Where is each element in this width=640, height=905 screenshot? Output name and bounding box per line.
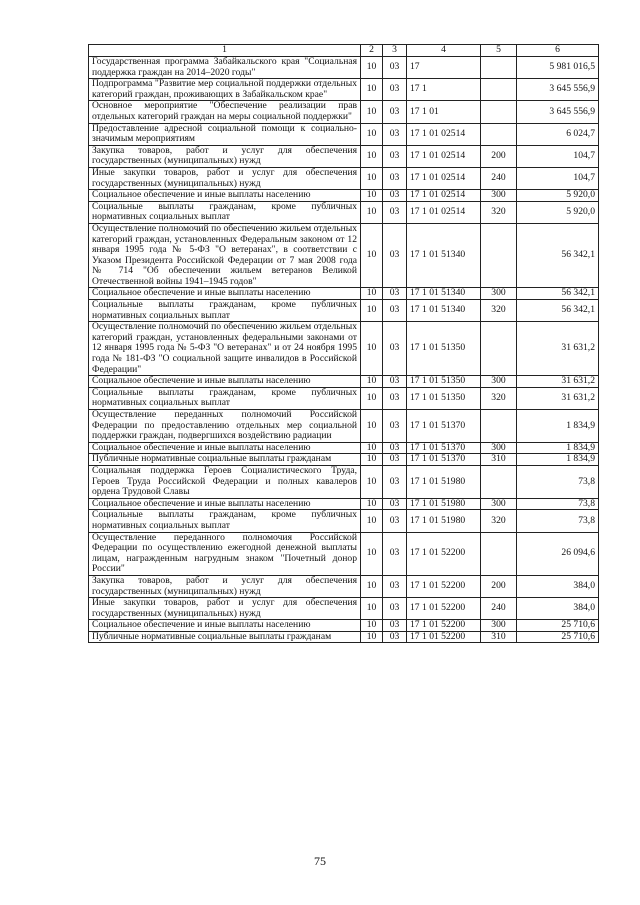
cell-description: Предоставление адресной социальной помощи к социально-значимым мероприятиям [89,123,361,145]
cell-target-article: 17 1 01 02514 [407,167,481,189]
table-row [89,620,599,632]
cell-amount: 31 631,2 [517,322,599,376]
cell-subsection: 03 [383,442,407,454]
cell-amount: 1 834,9 [517,410,599,443]
cell-subsection: 03 [383,575,407,597]
cell-description: Социальное обеспечение и иные выплаты населению [89,442,361,454]
table-row [89,190,599,202]
table-row [89,145,599,167]
cell-description: Социальное обеспечение и иные выплаты населению [89,376,361,388]
table-row [89,532,599,575]
cell-description: Публичные нормативные социальные выплаты гражданам [89,454,361,466]
header-cell-expense-type: 5 [481,45,517,57]
cell-description: Государственная программа Забайкальского края "Социальная поддержка граждан на 2014–2020 годы" [89,57,361,79]
table-row [89,598,599,620]
cell-amount: 1 834,9 [517,442,599,454]
table-row [89,376,599,388]
cell-expense-type [481,79,517,101]
header-cell-subsection: 3 [383,45,407,57]
cell-section: 10 [361,288,383,300]
cell-expense-type: 310 [481,631,517,643]
cell-amount: 3 645 556,9 [517,101,599,123]
cell-target-article: 17 1 01 51350 [407,322,481,376]
cell-target-article: 17 1 01 51340 [407,288,481,300]
table-row [89,498,599,510]
cell-expense-type: 300 [481,442,517,454]
cell-expense-type [481,57,517,79]
cell-expense-type: 300 [481,620,517,632]
cell-expense-type: 310 [481,454,517,466]
table-row [89,454,599,466]
cell-section: 10 [361,79,383,101]
cell-target-article: 17 1 01 51370 [407,442,481,454]
cell-target-article: 17 1 01 51370 [407,454,481,466]
cell-target-article: 17 1 01 52200 [407,620,481,632]
table-row [89,442,599,454]
cell-description: Социальная поддержка Героев Социалистического Труда, Героев Труда Российской Федерации и полных кавалеров ордена Трудовой Славы [89,465,361,498]
cell-expense-type: 320 [481,300,517,322]
cell-subsection: 03 [383,79,407,101]
cell-section: 10 [361,190,383,202]
cell-description: Социальное обеспечение и иные выплаты населению [89,190,361,202]
table-row [89,631,599,643]
cell-amount: 31 631,2 [517,376,599,388]
cell-target-article: 17 1 01 51980 [407,465,481,498]
cell-section: 10 [361,442,383,454]
table-row [89,288,599,300]
cell-amount: 3 645 556,9 [517,79,599,101]
cell-description: Социальное обеспечение и иные выплаты населению [89,288,361,300]
cell-amount: 1 834,9 [517,454,599,466]
cell-amount: 73,8 [517,510,599,532]
table-row [89,410,599,443]
cell-description: Осуществление переданного полномочия Российской Федерации по осуществлению ежегодной денежной выплаты лицам, награжденным нагрудным знаком "Почетный донор России" [89,532,361,575]
cell-amount: 73,8 [517,498,599,510]
cell-section: 10 [361,387,383,409]
cell-section: 10 [361,376,383,388]
cell-subsection: 03 [383,123,407,145]
cell-amount: 26 094,6 [517,532,599,575]
cell-expense-type [481,223,517,288]
cell-amount: 5 920,0 [517,190,599,202]
cell-amount: 104,7 [517,145,599,167]
header-cell-description: 1 [89,45,361,57]
table-row [89,167,599,189]
cell-description: Подпрограмма "Развитие мер социальной поддержки отдельных категорий граждан, проживающих в Забайкальском крае" [89,79,361,101]
cell-amount: 6 024,7 [517,123,599,145]
cell-section: 10 [361,410,383,443]
cell-amount: 31 631,2 [517,387,599,409]
cell-description: Социальное обеспечение и иные выплаты населению [89,620,361,632]
cell-subsection: 03 [383,190,407,202]
cell-expense-type: 320 [481,510,517,532]
cell-subsection: 03 [383,510,407,532]
cell-expense-type: 300 [481,288,517,300]
table-row [89,387,599,409]
header-cell-section: 2 [361,45,383,57]
cell-target-article: 17 1 01 52200 [407,631,481,643]
header-cell-target-article: 4 [407,45,481,57]
cell-subsection: 03 [383,620,407,632]
cell-expense-type [481,123,517,145]
page-number: 75 [314,854,326,868]
cell-expense-type [481,410,517,443]
table-row [89,101,599,123]
table-row [89,79,599,101]
cell-description: Осуществление переданных полномочий Российской Федерации по предоставлению отдельных мер социальной поддержки граждан, подвергшихся воздействию радиации [89,410,361,443]
cell-subsection: 03 [383,57,407,79]
cell-expense-type: 240 [481,167,517,189]
cell-target-article: 17 1 01 52200 [407,575,481,597]
cell-subsection: 03 [383,145,407,167]
cell-description: Социальные выплаты гражданам, кроме публичных нормативных социальных выплат [89,300,361,322]
cell-subsection: 03 [383,322,407,376]
cell-target-article: 17 1 01 51350 [407,376,481,388]
cell-description: Закупка товаров, работ и услуг для обеспечения государственных (муниципальных) нужд [89,575,361,597]
cell-section: 10 [361,532,383,575]
cell-target-article: 17 1 01 02514 [407,201,481,223]
cell-subsection: 03 [383,167,407,189]
cell-expense-type: 200 [481,575,517,597]
cell-section: 10 [361,201,383,223]
table-row [89,57,599,79]
table-row [89,575,599,597]
cell-expense-type: 240 [481,598,517,620]
cell-expense-type [481,101,517,123]
cell-amount: 73,8 [517,465,599,498]
cell-description: Иные закупки товаров, работ и услуг для обеспечения государственных (муниципальных) нужд [89,167,361,189]
cell-amount: 5 981 016,5 [517,57,599,79]
cell-target-article: 17 1 01 51350 [407,387,481,409]
table-row [89,123,599,145]
cell-expense-type: 320 [481,387,517,409]
cell-description: Социальное обеспечение и иные выплаты населению [89,498,361,510]
cell-description: Социальные выплаты гражданам, кроме публичных нормативных социальных выплат [89,387,361,409]
cell-section: 10 [361,101,383,123]
cell-section: 10 [361,454,383,466]
table-row [89,322,599,376]
cell-amount: 56 342,1 [517,288,599,300]
cell-description: Социальные выплаты гражданам, кроме публичных нормативных социальных выплат [89,510,361,532]
cell-expense-type: 300 [481,376,517,388]
cell-amount: 25 710,6 [517,620,599,632]
cell-description: Осуществление полномочий по обеспечению жильем отдельных категорий граждан, установленных Федеральным законом от 12 января 1995 года № 5-ФЗ "О ветеранах", в соответствии с Указом Президента Российской Федерации от 7 мая 2008 года № 714 "Об обеспечении жильем ветеранов Великой Отечественной войны 1941–1945 годов" [89,223,361,288]
cell-amount: 56 342,1 [517,223,599,288]
cell-target-article: 17 1 01 51980 [407,510,481,532]
budget-table [88,44,599,643]
cell-description: Иные закупки товаров, работ и услуг для обеспечения государственных (муниципальных) нужд [89,598,361,620]
cell-subsection: 03 [383,631,407,643]
cell-amount: 384,0 [517,575,599,597]
table-row [89,300,599,322]
cell-target-article: 17 1 01 52200 [407,532,481,575]
cell-section: 10 [361,300,383,322]
cell-section: 10 [361,123,383,145]
cell-expense-type [481,465,517,498]
cell-subsection: 03 [383,465,407,498]
cell-amount: 25 710,6 [517,631,599,643]
cell-section: 10 [361,322,383,376]
cell-section: 10 [361,575,383,597]
header-cell-amount: 6 [517,45,599,57]
table-row [89,510,599,532]
cell-section: 10 [361,57,383,79]
cell-subsection: 03 [383,201,407,223]
cell-target-article: 17 1 01 02514 [407,190,481,202]
cell-expense-type: 200 [481,145,517,167]
cell-section: 10 [361,510,383,532]
cell-expense-type: 320 [481,201,517,223]
cell-section: 10 [361,620,383,632]
cell-expense-type [481,532,517,575]
cell-subsection: 03 [383,454,407,466]
cell-section: 10 [361,223,383,288]
cell-amount: 5 920,0 [517,201,599,223]
cell-amount: 104,7 [517,167,599,189]
cell-section: 10 [361,631,383,643]
cell-subsection: 03 [383,498,407,510]
cell-target-article: 17 1 01 51340 [407,300,481,322]
cell-section: 10 [361,167,383,189]
cell-target-article: 17 1 [407,79,481,101]
table-row [89,223,599,288]
cell-target-article: 17 1 01 02514 [407,123,481,145]
header-row [89,45,599,57]
cell-section: 10 [361,145,383,167]
cell-amount: 56 342,1 [517,300,599,322]
cell-expense-type [481,322,517,376]
cell-target-article: 17 1 01 02514 [407,145,481,167]
table-row [89,465,599,498]
cell-section: 10 [361,465,383,498]
cell-expense-type: 300 [481,190,517,202]
cell-target-article: 17 1 01 51340 [407,223,481,288]
cell-description: Закупка товаров, работ и услуг для обеспечения государственных (муниципальных) нужд [89,145,361,167]
cell-subsection: 03 [383,288,407,300]
table-body [89,57,599,643]
cell-subsection: 03 [383,532,407,575]
cell-section: 10 [361,498,383,510]
cell-subsection: 03 [383,387,407,409]
cell-description: Публичные нормативные социальные выплаты гражданам [89,631,361,643]
cell-subsection: 03 [383,410,407,443]
cell-target-article: 17 1 01 52200 [407,598,481,620]
cell-amount: 384,0 [517,598,599,620]
table-row [89,201,599,223]
cell-subsection: 03 [383,598,407,620]
cell-subsection: 03 [383,101,407,123]
cell-subsection: 03 [383,376,407,388]
cell-target-article: 17 1 01 51980 [407,498,481,510]
cell-target-article: 17 1 01 51370 [407,410,481,443]
cell-target-article: 17 [407,57,481,79]
cell-section: 10 [361,598,383,620]
cell-subsection: 03 [383,223,407,288]
cell-description: Основное мероприятие "Обеспечение реализации прав отдельных категорий граждан на меры социальной поддержки" [89,101,361,123]
cell-description: Социальные выплаты гражданам, кроме публичных нормативных социальных выплат [89,201,361,223]
cell-target-article: 17 1 01 [407,101,481,123]
cell-subsection: 03 [383,300,407,322]
cell-expense-type: 300 [481,498,517,510]
cell-description: Осуществление полномочий по обеспечению жильем отдельных категорий граждан, установленных федеральными законами от 12 января 1995 года № 5-ФЗ "О ветеранах" и от 24 ноября 1995 года № 181-ФЗ "О социальной защите инвалидов в Российской Федерации" [89,322,361,376]
